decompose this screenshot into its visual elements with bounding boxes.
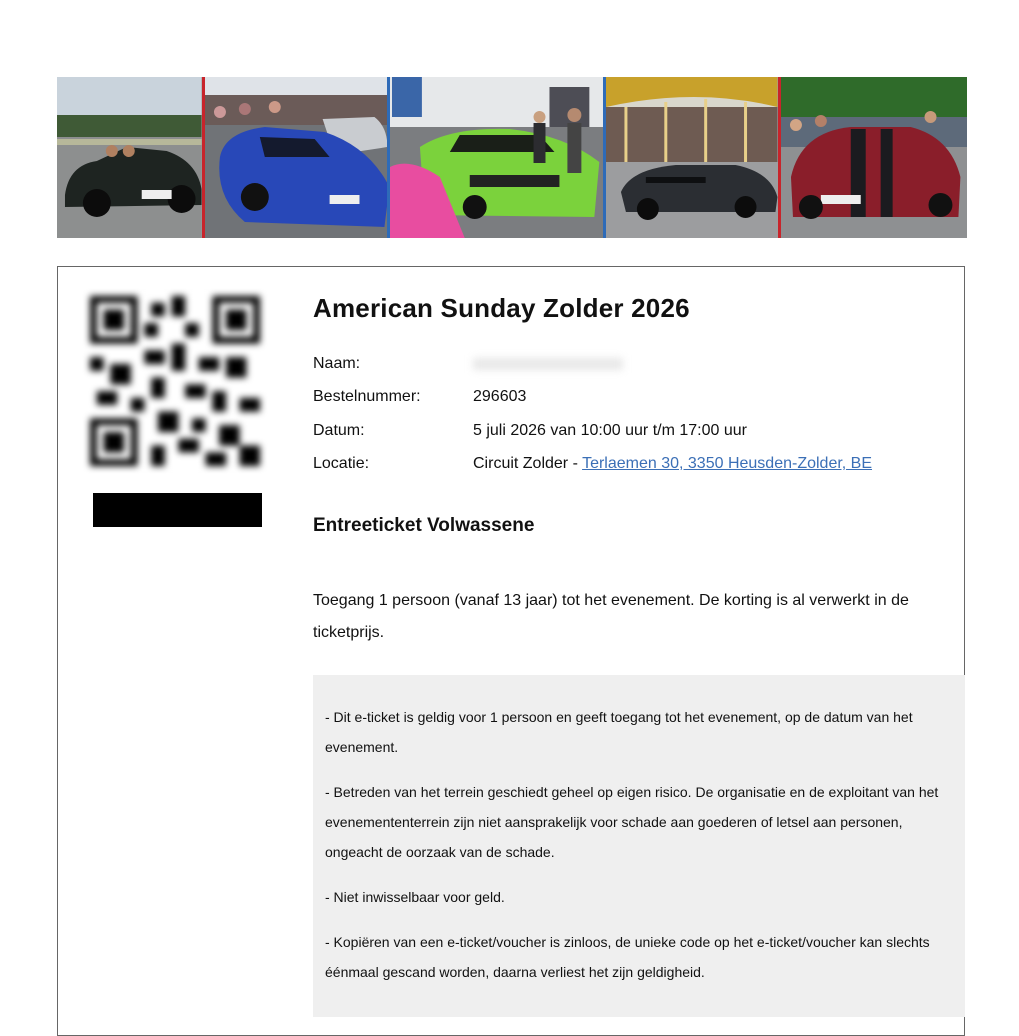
ticket-card — [57, 266, 965, 1036]
terms-item: - Kopiëren van een e-ticket/voucher is zinloos, de unieke code op het e-ticket/voucher kan slechts éénmaal gescand worden, daarna verliest het zijn geldigheid. — [325, 934, 930, 980]
ticket-type-heading: Entreeticket Volwassene — [313, 515, 535, 536]
field-location — [313, 455, 873, 473]
banner-photo-grey-camaro-grandstand — [606, 77, 777, 238]
ticket-description: Toegang 1 persoon (vanaf 13 jaar) tot het evenement. De korting is al verwerkt in de ticketprijs. — [313, 592, 909, 641]
field-order-number — [313, 388, 527, 406]
field-date — [313, 422, 747, 440]
banner-photo-red-mustang — [781, 77, 967, 238]
date-value: 5 juli 2026 van 10:00 uur t/m 17:00 uur — [473, 422, 747, 439]
redacted-code — [93, 493, 262, 527]
location-prefix: Circuit Zolder - — [473, 455, 583, 472]
location-label: Locatie: — [313, 455, 370, 472]
order-value: 296603 — [473, 388, 527, 405]
location-address-link[interactable]: Terlaemen 30, 3350 Heusden-Zolder, BE — [582, 455, 873, 472]
field-name — [313, 355, 473, 373]
terms-item: - Dit e-ticket is geldig voor 1 persoon en geeft toegang tot het evenement, op de datum van het evenement. — [325, 709, 913, 755]
terms-item: - Niet inwisselbaar voor geld. — [325, 889, 505, 905]
order-label: Bestelnummer: — [313, 388, 421, 405]
terms-box — [313, 675, 965, 1017]
name-value-blurred — [473, 358, 623, 370]
name-label: Naam: — [313, 355, 361, 372]
event-banner — [57, 77, 967, 238]
terms-item: - Betreden van het terrein geschiedt geheel op eigen risico. De organisatie en de exploitant van het evenemententerrein zijn niet aansprakelijk voor schade aan goederen of letsel aan personen, ongeacht de oorzaak van de schade. — [325, 784, 939, 860]
banner-photo-green-challenger — [390, 77, 603, 238]
qr-code-icon — [90, 293, 260, 469]
banner-photo-black-roadster — [57, 77, 202, 238]
date-label: Datum: — [313, 422, 365, 439]
event-title: American Sunday Zolder 2026 — [313, 293, 690, 323]
banner-photo-blue-corvette — [205, 77, 387, 238]
